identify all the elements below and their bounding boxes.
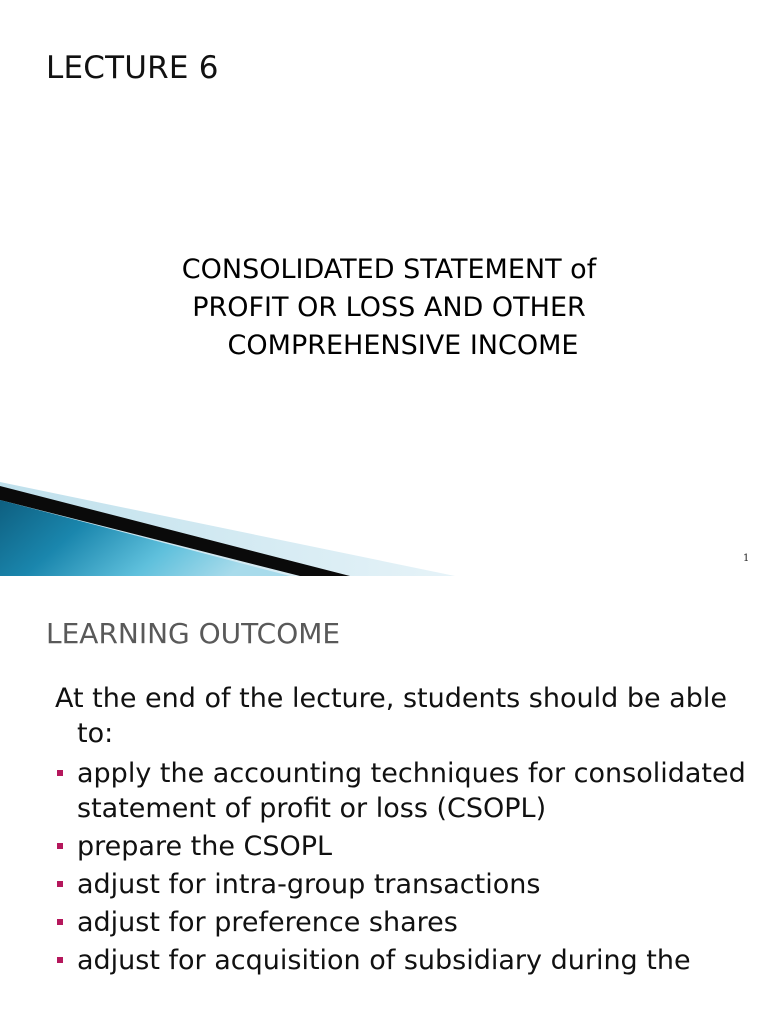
bullet-icon <box>57 919 63 925</box>
list-item <box>55 867 755 902</box>
lecture-title: LECTURE 6 <box>46 50 219 86</box>
list-item <box>55 756 755 826</box>
list-item-text: adjust for acquisition of subsidiary during the <box>77 945 691 976</box>
list-item-text: apply the accounting techniques for consolidated statement of profit or loss (CSOPL) <box>77 758 746 824</box>
slide-2 <box>0 576 768 1024</box>
bullet-icon <box>57 881 63 887</box>
outcome-list <box>55 756 755 981</box>
heading-line-3: COMPREHENSIVE INCOME <box>227 330 579 361</box>
bullet-icon <box>57 957 63 963</box>
bullet-icon <box>57 843 63 849</box>
heading-line-2: PROFIT OR LOSS AND OTHER <box>192 292 586 323</box>
intro-text: At the end of the lecture, students should be able to: <box>55 683 727 749</box>
slide-number: 1 <box>743 553 750 564</box>
list-item <box>55 943 755 978</box>
learning-outcome-title: LEARNING OUTCOME <box>46 617 341 650</box>
list-item <box>55 829 755 864</box>
list-item <box>55 905 755 940</box>
bullet-icon <box>57 770 63 776</box>
list-item-text: prepare the CSOPL <box>77 831 333 862</box>
list-item-text: adjust for intra-group transactions <box>77 869 541 900</box>
heading-line-1: CONSOLIDATED STATEMENT of <box>181 254 597 285</box>
list-item-text: adjust for preference shares <box>77 907 458 938</box>
